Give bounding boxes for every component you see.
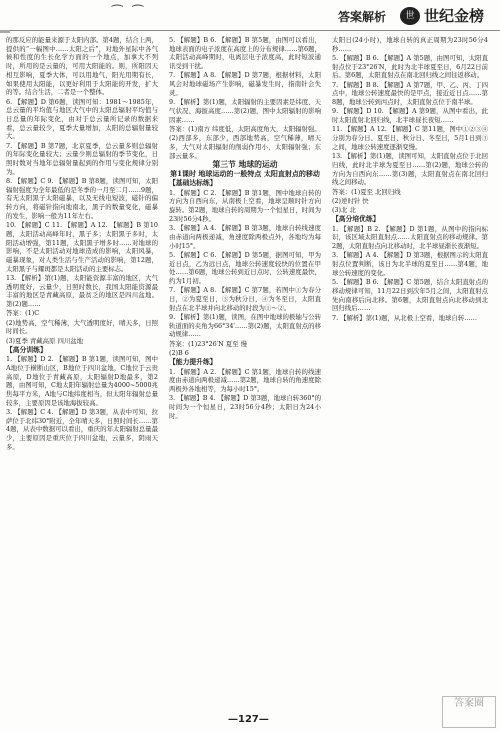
answer-paragraph: 9. 【解析】第(1)题，太阳辐射的主要因素是纬度、天气状况、海拔高度……第(2)题，图中太阳辐射的影响因素……: [169, 98, 321, 124]
answer-paragraph: 3. 【解题】A 4. 【解题】B 第3题，地球自转线速度由赤道向两极递减，角速度除两极点外，各地均为每小时15°。: [169, 224, 321, 250]
column-left: [6, 36, 158, 452]
section-heading: 【基础达标练】: [169, 179, 217, 188]
answer-paragraph: 5. 【解题】B 6. 【解题】B 第5题，由图可以看出，地球表面的电子浓度在高度上的分布规律……第6题，太阳活动高峰期时，电离层电子浓度高，此时短波通讯受到干扰。: [169, 36, 321, 71]
section-heading: 【高分培优练】: [332, 215, 380, 224]
answer-paragraph: 1. 【解题】D 2. 【解题】B 第1题，读图可知，图中A地位于横断山区，B地位于四川盆地，C地位于云贵高原，D地位于青藏高原，太阳辐射D地最多，第2题，由图可知，C地太阳年辐射总量为4000~5000兆焦每平方米，A地与C地纬度相当，但太阳年辐射总量较多，主要原因是该地海拔较高。: [6, 355, 158, 407]
answer-paragraph: (2)B 6: [169, 348, 189, 357]
header-title: 答案解析: [338, 10, 387, 24]
answer-paragraph: (3)北 北: [332, 206, 356, 215]
answer-paragraph: 1. 【解题】B 2. 【解题】D 第1题，从图中的指向标识，该区域太阳直射点……太阳直射点的移动规律。第2题，太阳直射点向北移动时，北半球昼渐长夜渐短。: [332, 224, 488, 251]
answer-paragraph: 7. 【解题】B 8. 【解题】A 第7题，甲、乙、丙、丁四点中，地球公转速度最快的是甲点，接近近日点……第8题，地球公转到丙点时，太阳直射点位于南半球。: [332, 80, 488, 107]
answer-paragraph: 的那反应的能量来源于太阳内部。第4题，结合上两，提供的“一幅图中……太阳之后”，对地外星际中各气候和性度的生长化学方面的一个地点，加拿大不列时，所用的是云量的，可用大阳能的。则，所阳因天相互影响，夏季大体，可以用地气，阳光用期有长，如果使用太阳能，以更好利用于太阳能的开发，扩大的等。结合生活，二者是一个整体。: [6, 36, 158, 97]
chapter-title: 第三节 地球的运动: [212, 159, 278, 169]
answer-paragraph: 9. 【解题】D 10. 【解题】A 第9题，从图中看出，此时太阳直射北回归线，北半球昼长夜短……: [332, 107, 488, 125]
answer-paragraph: 5. 【解题】C 6. 【解题】D 第5题，据图可知，甲为近日点，乙为远日点，地球公转速度较快的位置在甲处……第6题，地球公转到近日点时，公转速度最快，约为1月初。: [169, 250, 321, 285]
answer-paragraph: 13. 【解析】第(1)题，太阳能资源丰富的地区，大气透明度好，云量少，日照时数长，我国太阳能资源最丰富的地区是青藏高原，最贫乏的地区是四川盆地。第(2)题……: [6, 273, 158, 309]
answer-paragraph: 太阳日(24小时)，地球自转的真正周期为23时56分4秒……: [332, 36, 488, 53]
answer-paragraph: 6. 【解题】D 第6题，读图可知：1981～1985年，总云量的平均值与地区大气中的太阳总辐射平均值与日总量的年际变化，由对于总云量所记录的数据来看，总云量较少，夏季大量增加，太阳的总辐射量较大。: [6, 97, 158, 141]
left-edge-band: [0, 30, 10, 33]
brand-logo: [400, 5, 484, 26]
answer-paragraph: (2)西部多，东部少，西部地势高，空气稀薄，晴天多，大气对太阳辐射的削弱作用小，太阳辐射强；东部云量多。: [169, 134, 321, 160]
answer-paragraph: 5. 【解题】B 6. 【解题】C 第5题，结合太阳直射点的移动规律可知，11月22日到次年5月之间，太阳直射点先向南移后向北移。第6题，太阳直射点向北移动到北回归线后……: [332, 278, 488, 313]
column-middle: [169, 36, 321, 421]
page-header: [0, 0, 500, 31]
answer-paragraph: 答案：(1)C: [6, 309, 40, 318]
answer-paragraph: 7. 【解题】B 第7题，北京夏季，总云量多则总辐射的年际变化量较大；云量少则总辐射的季节变化，日照时数对当地年总辐射量起到的作用与变化规律分别为。: [6, 141, 158, 176]
answer-paragraph: 3. 【解题】C 4. 【解题】D 第3题，从表中可知，拉萨位于北纬30°附近，全年晴天多，日照时间长……第4题，从表中数据可以看出，重庆的年太阳辐射总量最少，主要原因是重庆位于四川盆地，云量多，阴雨天多。: [6, 408, 158, 451]
answer-paragraph: (3)夏季 青藏高原 四川盆地: [6, 336, 84, 345]
watermark-stamp: 答案圈: [442, 696, 496, 728]
logo-text: 世纪金榜: [424, 7, 485, 25]
answer-paragraph: 1. 【解题】A 2. 【解题】C 第1题，地球自转的线速度由赤道向两极递减……第2题，地球自转的角速度除两极外各地相等，为每小时15°。: [169, 367, 321, 393]
answer-paragraph: 7. 【解析】第(1)题，从北极上空看，地球自转……: [332, 313, 477, 322]
answer-paragraph: 答案：(1)南方 纬度低，太阳高度角大，太阳辐射强。: [169, 124, 321, 133]
answer-paragraph: (2)逆时针 快: [332, 196, 369, 205]
answer-paragraph: 9. 【解析】第(1)题，读图，在图中地球的极轴与公转轨道面的夹角为66°34′……第(2)题，太阳直射点的移动规律……: [169, 312, 321, 339]
answer-paragraph: 5. 【解题】B 6. 【解题】A 第5题，由图可知，太阳直射点位于23°26′N，此时为北半球夏至日，6月22日前后。第6题，太阳直射点在南北回归线之间往返移动。: [332, 54, 488, 80]
logo-mark-icon: 世: [400, 7, 420, 25]
answer-paragraph: 答案：(1)23°26′N 夏至 慢: [169, 339, 247, 348]
answer-paragraph: 1. 【解题】C 2. 【解题】B 第1题，图中地球自转的方向为自西向东，从南极上空看，地球呈顺时针方向旋转。第2题，地球自转的周期为一个恒星日，时间为23时56分4秒。: [169, 188, 321, 223]
answer-paragraph: 8. 【解题】C 9. 【解题】B 第8题，读图可知，太阳辐射强度为全年最低的是冬季的一月至二月……9题，有无太阳黑子太阳磁暴，以及无线电短波，磁针的偏转方向，将磁针指向地南北，黑子的数量变化，磁暴的发生，影响一般为11年左右。: [6, 177, 158, 220]
section-heading: 【高分训练】: [6, 345, 47, 354]
column-right: [332, 36, 488, 323]
lesson-subtitle: 第1课时 地球运动的一般特点 太阳直射点的移动: [170, 169, 320, 179]
answer-paragraph: (2)地势高，空气稀薄，大气透明度好，晴天多，日照时间长。: [6, 318, 158, 336]
answer-paragraph: 3. 【解题】A 4. 【解题】D 第3题，根据图示的太阳直射点位置判断，该日为北半球的夏至日……第4题，地球公转速度的变化。: [332, 251, 488, 277]
page-number: —127—: [228, 714, 269, 725]
answer-paragraph: 7. 【解题】A 8. 【解题】C 第7题，若图中①为春分日，②为夏至日，③为秋分日，④为冬至日，太阳直射点在北半球并向北移动的时段为①～②。: [169, 286, 321, 312]
answer-paragraph: 11. 【解题】A 12. 【解题】C 第11题，图中①②③④分别为春分日、夏至日、秋分日、冬至日，5月1日到③之间，地球公转速度逐渐变慢。: [332, 125, 488, 151]
answer-paragraph: 13. 【解析】第(1)题，读图可知，太阳直射点位于北回归线，此时北半球为夏至日……第(2)题，地球公转的方向为自西向东……第(3)题，太阳直射点在南北回归线之间移动。: [332, 152, 488, 187]
answer-paragraph: 7. 【解题】A 8. 【解题】D 第7题，根据材料，太阳风会对地球磁场产生影响，磁暴发生时，指南针会失灵。: [169, 71, 321, 97]
birds-decoration: ⁀ ⁀: [112, 6, 147, 21]
section-heading: 【能力提升练】: [169, 358, 217, 367]
answer-paragraph: 3. 【解题】B 4. 【解题】D 第3题，地球自转360°的时间为一个恒星日，23时56分4秒；太阳日为24小时。: [169, 394, 321, 420]
answer-paragraph: 答案：(1)夏至 北回归线: [332, 187, 401, 196]
answer-paragraph: 10. 【解题】C 11. 【解题】A 12. 【解题】B 第10题，太阳活动高峰年时，黑子多；太阳黑子多时，太阳活动增强，第11题，太阳黑子增多时……对地球的影响，不是太阳活动对地球造成的影响，太阳风暴，磁暴现象，对人类生活与生产活动的影响，第12题，太阳黑子与耀斑都是太阳活动的主要标志。: [6, 221, 158, 273]
